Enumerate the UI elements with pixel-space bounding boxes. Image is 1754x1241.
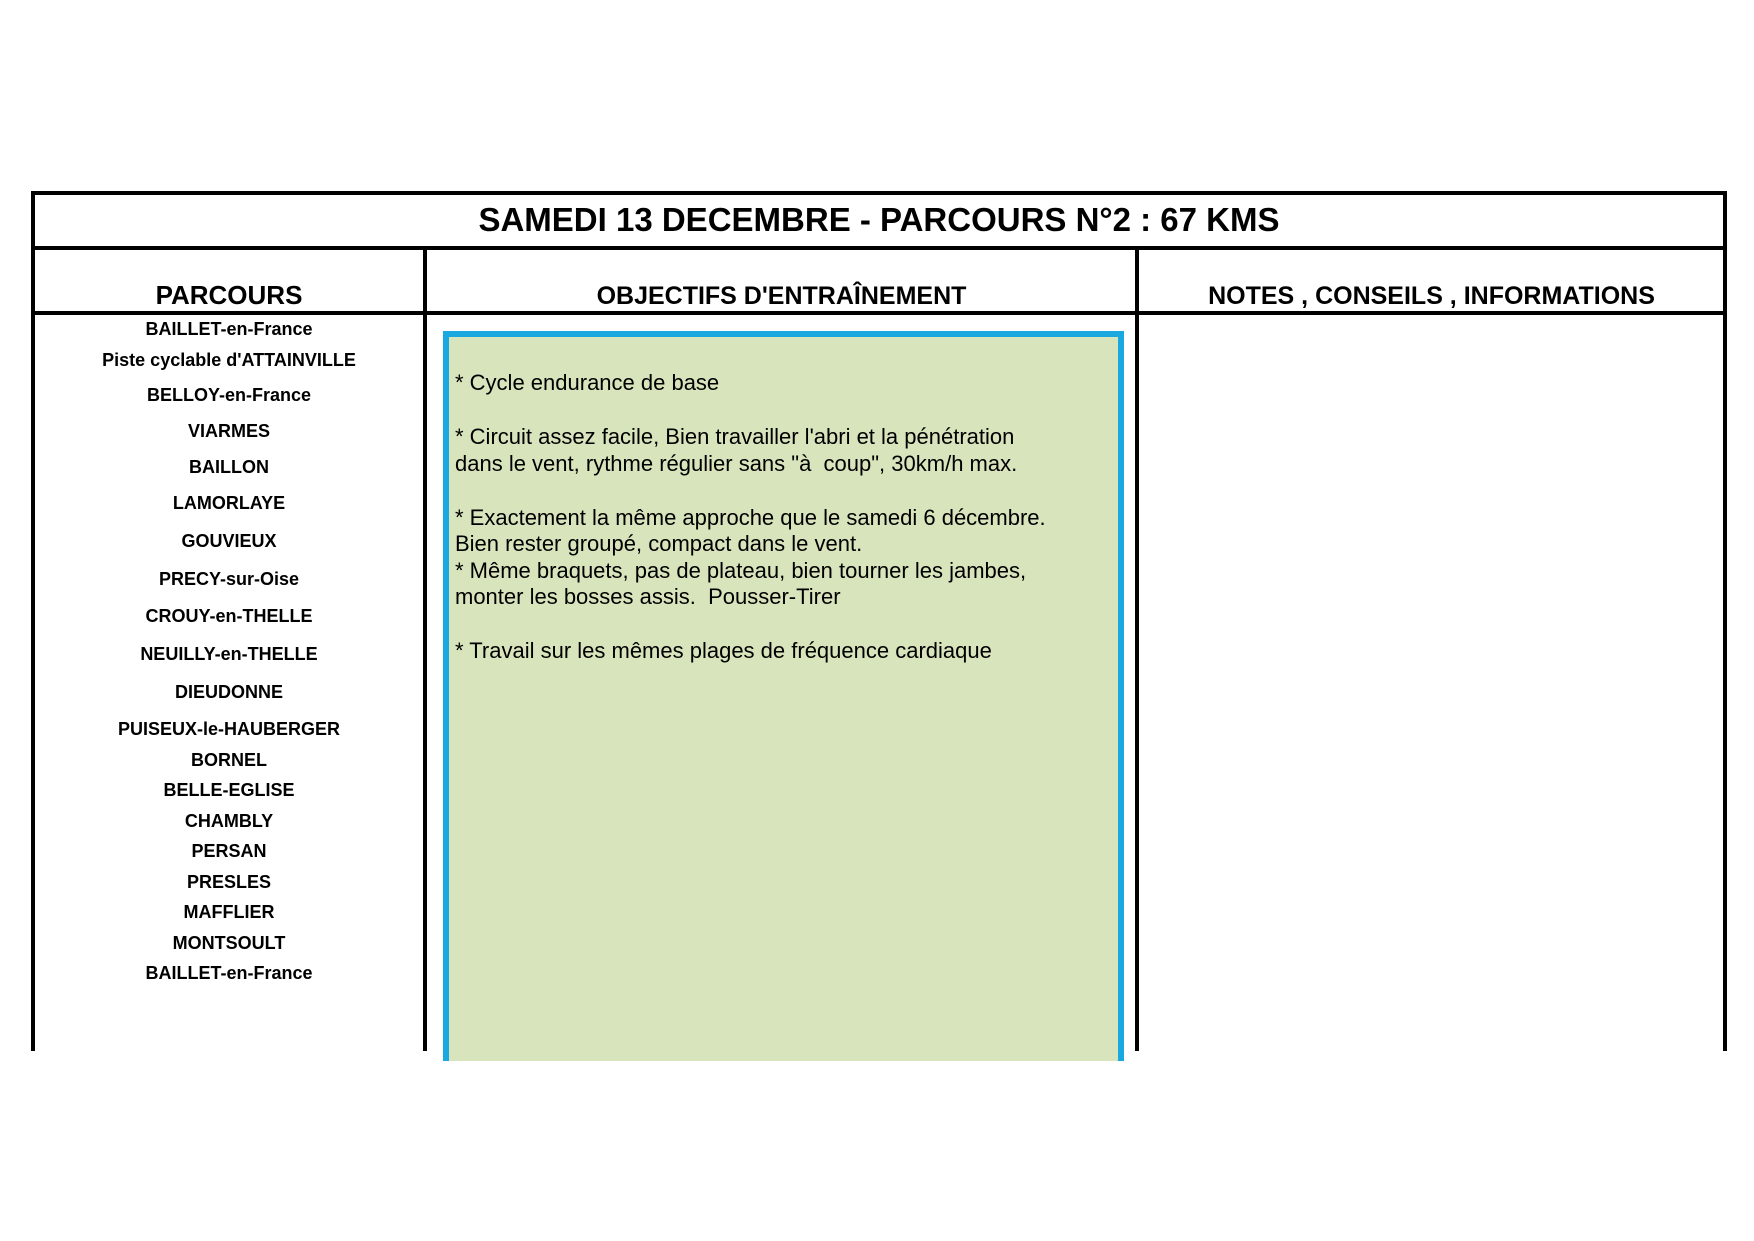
route-stop: BAILLON [189,457,269,477]
column-header-parcours: PARCOURS [155,280,303,310]
route-stop: BELLOY-en-France [146,385,312,405]
page-title: SAMEDI 13 DECEMBRE - PARCOURS N°2 : 67 KMS [478,200,1280,238]
objective-line: * Même braquets, pas de plateau, bien tourner les jambes, [455,558,1027,583]
route-stop: Piste cyclable d'ATTAINVILLE [102,350,356,370]
objective-line: Bien rester groupé, compact dans le vent. [455,531,863,556]
route-stop: PUISEUX-le-HAUBERGER [117,719,341,739]
objective-line: * Cycle endurance de base [455,370,720,395]
column-header-objectifs: OBJECTIFS D'ENTRAÎNEMENT [596,282,967,310]
route-stop: VIARMES [187,421,270,441]
route-stop: BELLE-EGLISE [163,780,295,800]
route-stop: MAFFLIER [183,902,275,922]
route-stop: BAILLET-en-France [145,963,313,983]
objectives-box [443,331,1124,1061]
route-stop: PERSAN [191,841,267,861]
objective-line: monter les bosses assis. Pousser-Tirer [455,584,841,609]
route-stop: BAILLET-en-France [145,319,313,339]
route-stop: BORNEL [191,750,267,770]
route-stop: PRECY-sur-Oise [158,569,300,589]
training-sheet [31,191,1727,1051]
objective-line: * Exactement la même approche que le samedi 6 décembre. [455,505,1046,530]
notes-area [1139,315,1723,1051]
route-stop: MONTSOULT [172,933,286,953]
route-stop: PRESLES [186,872,272,892]
route-stop: CROUY-en-THELLE [145,606,313,626]
route-stop: DIEUDONNE [174,682,283,702]
right-border [1723,191,1727,1051]
route-stop: GOUVIEUX [181,531,277,551]
objective-line: * Travail sur les mêmes plages de fréquence cardiaque [455,638,992,663]
route-stop: CHAMBLY [184,811,274,831]
objective-line: dans le vent, rythme régulier sans "à coup", 30km/h max. [455,451,1018,476]
route-stop: LAMORLAYE [172,493,286,513]
objective-line: * Circuit assez facile, Bien travailler l'abri et la pénétration [455,424,1015,449]
route-stop: NEUILLY-en-THELLE [140,644,318,664]
column-header-notes: NOTES , CONSEILS , INFORMATIONS [1208,282,1655,310]
